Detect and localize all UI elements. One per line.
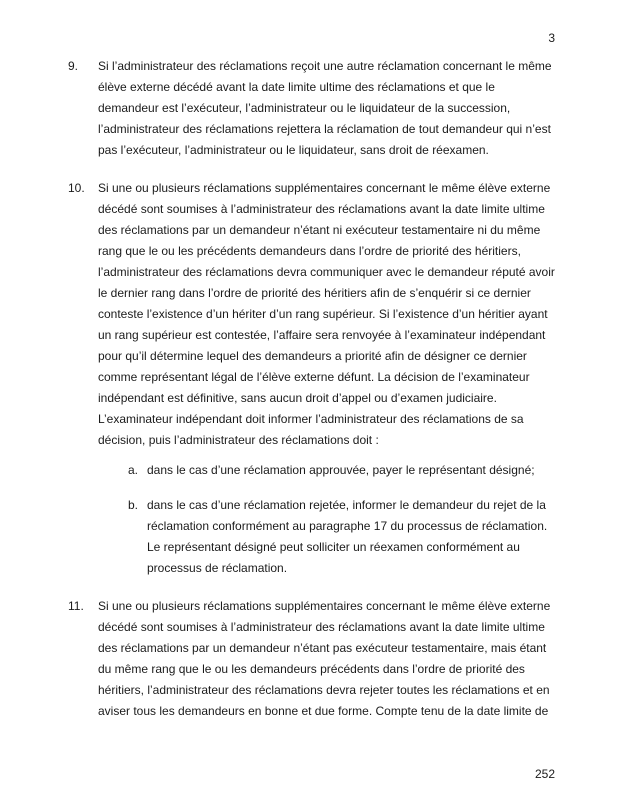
item-number: 11. <box>68 599 84 613</box>
list-item-11 <box>68 596 555 722</box>
footer-page-number: 252 <box>534 767 555 781</box>
header-page-number: 3 <box>548 31 555 45</box>
sub-item-b <box>128 495 555 579</box>
item-number: 10. <box>68 181 85 195</box>
item-text <box>98 178 555 579</box>
item-text: Si une ou plusieurs réclamations supplémentaires concernant le même élève externe décédé sont soumises à l’administrateur des réclamations avant la date limite ultime des réclamations par un demandeur n’étant pas exécuteur testamentaire, mais étant du même rang que le ou les demandeurs précédents dans l’ordre de priorité des héritiers, l’administrateur des réclamations devra rejeter toutes les réclamations et en aviser tous les demandeurs en bonne et due forme. Compte tenu de la date limite de <box>98 599 551 718</box>
sub-item-marker: a. <box>128 463 139 477</box>
list-item-10 <box>68 178 555 579</box>
item-paragraph: Si une ou plusieurs réclamations supplémentaires concernant le même élève externe décédé sont soumises à l’administrateur des réclamations avant la date limite ultime des réclamations par un demandeur n’étant ni exécuteur testamentaire ni du même rang que le ou les précédents demandeurs dans l’ordre de priorité des héritiers, l’administrateur des réclamations devra communiquer avec le demandeur réputé avoir le dernier rang dans l’ordre de priorité des héritiers afin de s’enquérir si ce dernier conteste l’existence d’un hériter d’un rang supérieur. Si l’existence d’un héritier ayant un rang supérieur est contestée, l’affaire sera renvoyée à l’examinateur indépendant pour qu’il détermine lequel des demandeurs a priorité afin de désigner ce dernier comme représentant légal de l’élève externe défunt. La décision de l’examinateur indépendant est définitive, sans aucun droit d’appel ou d’examen judiciaire. L’examinateur indépendant doit informer l’administrateur des réclamations de sa décision, puis l’administrateur des réclamations doit : <box>98 181 555 447</box>
sub-item-a <box>128 460 555 481</box>
list-item-9 <box>68 56 555 161</box>
sub-item-text: dans le cas d’une réclamation approuvée, payer le représentant désigné; <box>147 463 535 477</box>
sub-item-marker: b. <box>128 498 139 512</box>
item-text: Si l’administrateur des réclamations reçoit une autre réclamation concernant le même élève externe décédé avant la date limite ultime des réclamations et que le demandeur est l’exécuteur, l’administrateur ou le liquidateur de la succession, l’administrateur des réclamations rejettera la réclamation de tout demandeur qui n’est pas l’exécuteur, l’administrateur ou le liquidateur, sans droit de réexamen. <box>98 59 552 157</box>
sub-item-text: dans le cas d’une réclamation rejetée, informer le demandeur du rejet de la réclamation conformément au paragraphe 17 du processus de réclamation. Le représentant désigné peut solliciter un réexamen conformément au processus de réclamation. <box>147 498 548 575</box>
document-body <box>68 56 555 722</box>
item-number: 9. <box>68 59 79 73</box>
sub-item-list <box>98 460 555 579</box>
